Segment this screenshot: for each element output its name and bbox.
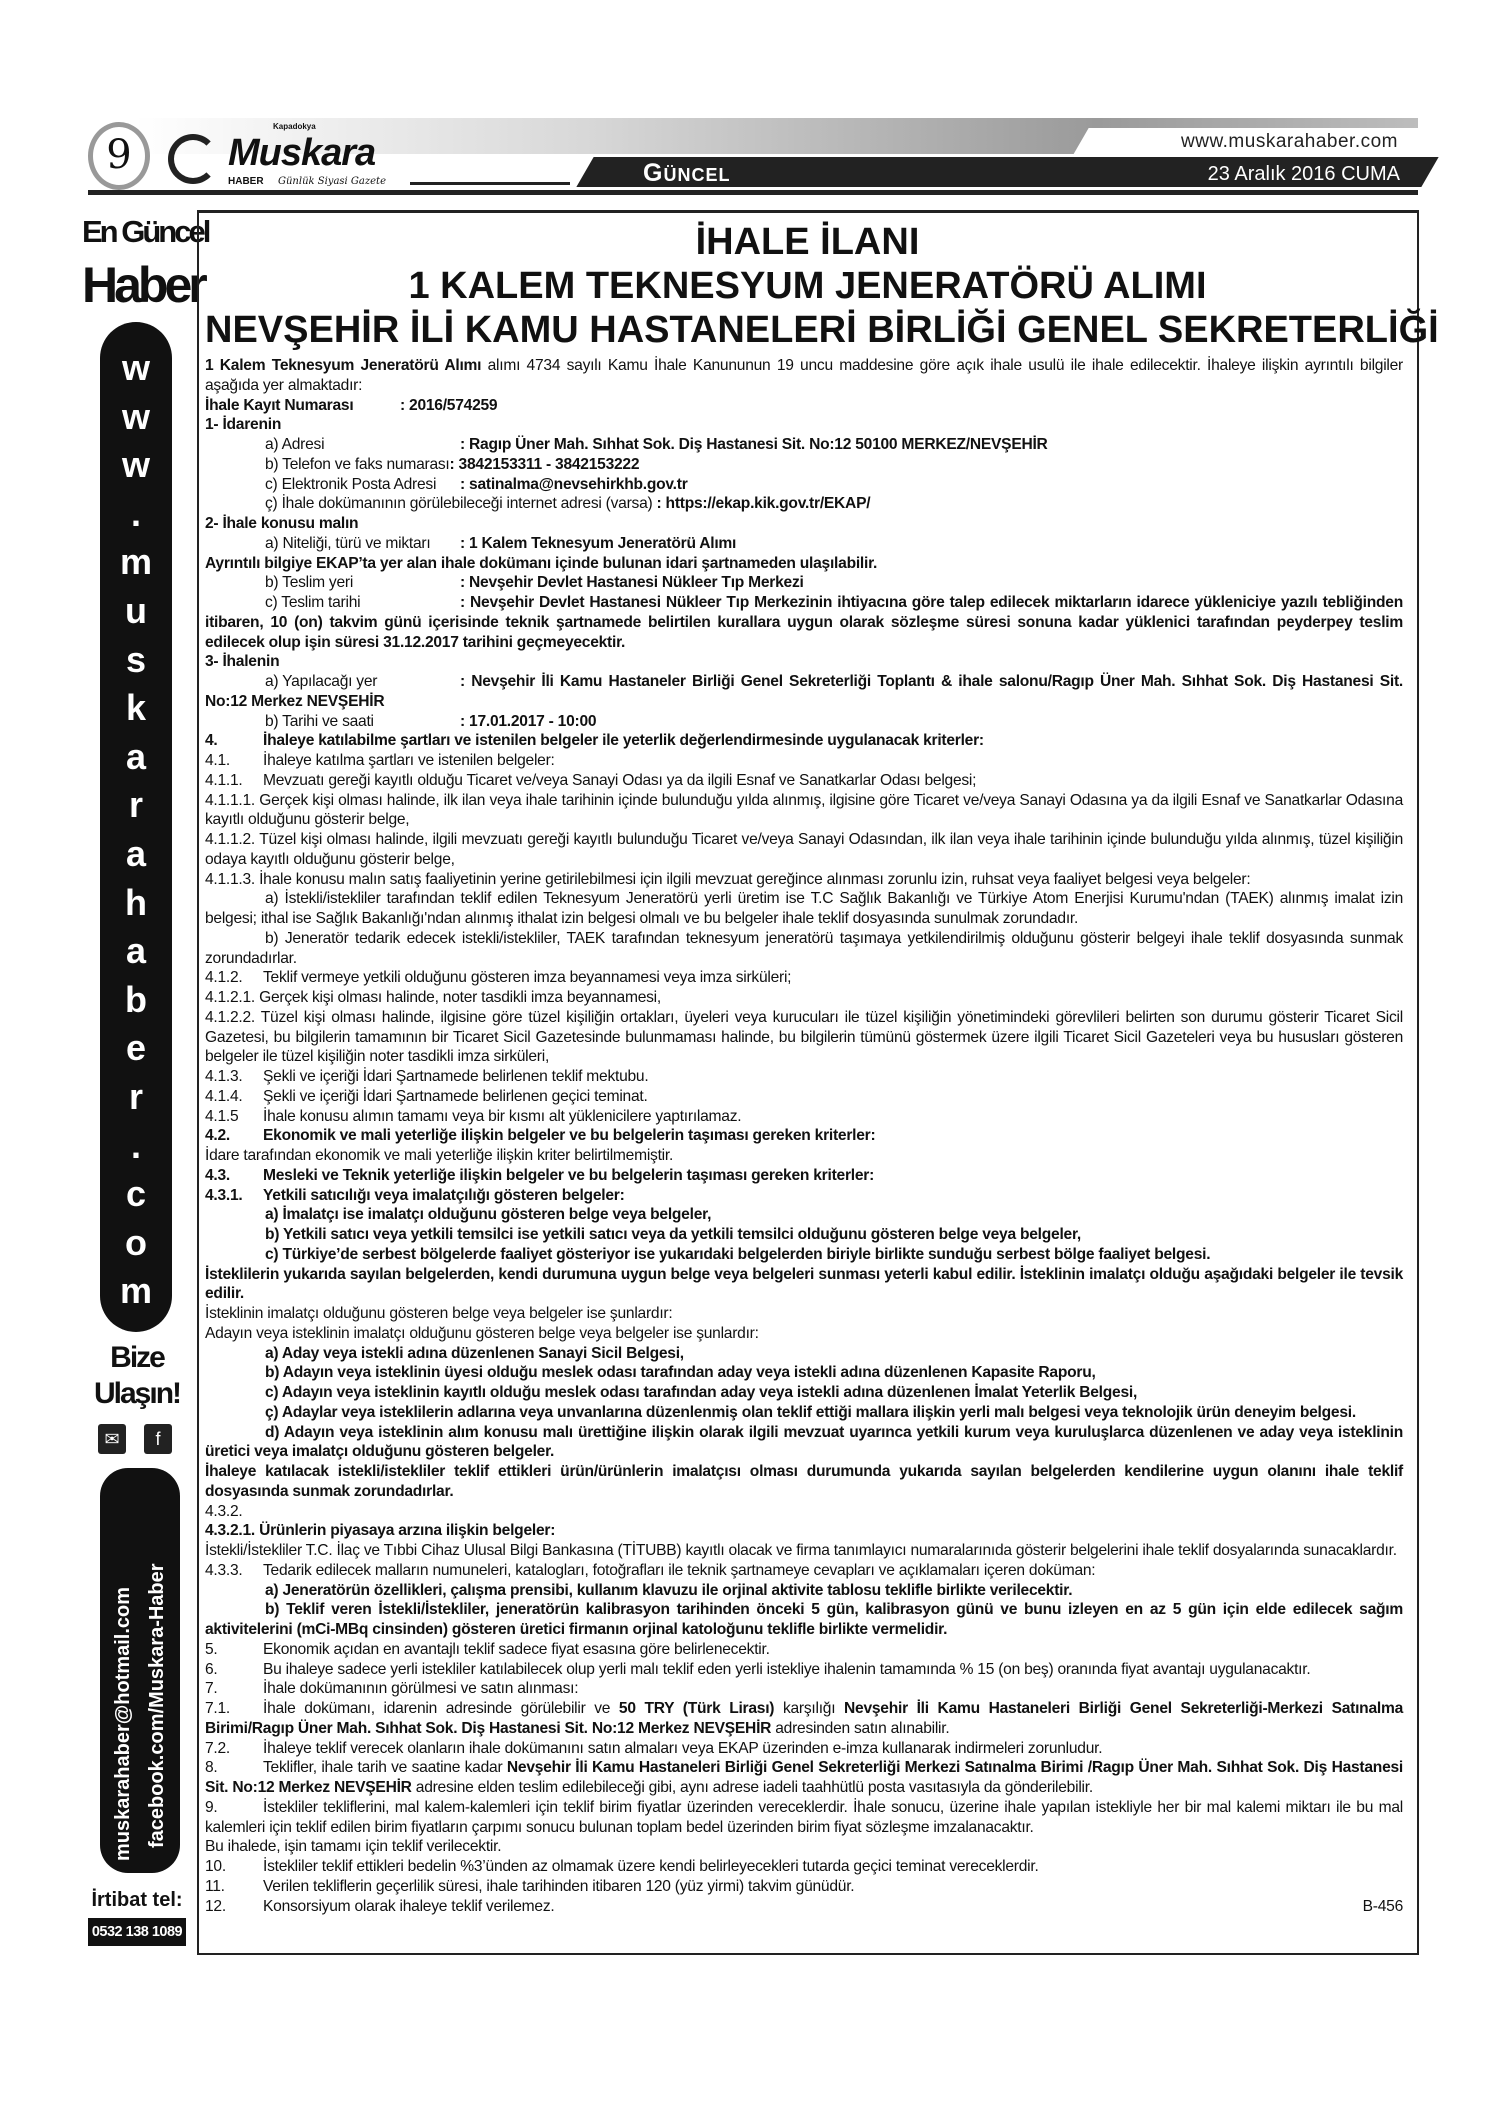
paragraph: [205, 929, 1403, 969]
field-label: a) Adresi: [265, 436, 325, 453]
paragraph: [205, 1541, 1403, 1561]
text-segment: b) Telefon ve faks numarası: [265, 455, 450, 473]
item-number: 4.1.1.: [205, 771, 243, 789]
title-line-2: 1 KALEM TEKNESYUM JENERATÖRÜ ALIMI: [408, 265, 1207, 307]
item-number: 7.: [205, 1680, 218, 1698]
paragraph: [205, 1758, 1403, 1798]
text-segment: İsteklilerin yukarıda sayılan belgelerden, kendi durumuna uygun belge veya belgeleri sunması yeterli kabul edilir. İsteklinin imalatçı olduğu aşağıdaki belgeler ile tevsik edilir.: [205, 1265, 1403, 1303]
field-label: a) Yapılacağı yer: [265, 673, 378, 690]
text-segment: 4.1.1.3. İhale konusu malın satış faaliyetinin yerine getirilebilmesi için ilgili mevzuat gereğince alınması zorunlu izin, ruhsat veya faaliyet belgesi veya belgeler:: [205, 870, 1251, 888]
item-number: 5.: [205, 1640, 218, 1658]
bize-text: Bize: [110, 1341, 164, 1374]
paragraph: [205, 573, 1403, 593]
paragraph: [205, 870, 1403, 890]
paragraph: [205, 652, 1403, 672]
paragraph: [205, 415, 1403, 435]
item-number: 12.: [205, 1897, 226, 1915]
paragraph: [205, 475, 1403, 495]
logo-top: Kapadokya: [273, 122, 316, 131]
paragraph: [205, 1837, 1403, 1857]
paragraph: [205, 554, 1403, 574]
issue-date: 23 Aralık 2016 CUMA: [1207, 163, 1400, 185]
text-segment: 4.1.1.2. Tüzel kişi olması halinde, ilgili mevzuatı gereği kayıtlı bulunduğu Ticaret ve/veya Sanayi Odasından, ilk ilan veya ihale tarihinin içinde bulunduğu yılda alınmış, tüzel kişiliğin odaya kayıtlı olduğunu gösterir belge,: [205, 831, 1403, 868]
paragraph: [205, 435, 1403, 455]
contact-icons: [98, 1424, 172, 1454]
text-segment: Ekonomik açıdan en avantajlı teklif sadece fiyat esasına göre belirlenecektir.: [263, 1640, 770, 1658]
item-number: 4.2.: [205, 1127, 231, 1145]
url-letter: b: [125, 978, 147, 1020]
text-segment: Nevşehir İli Kamu Hastaneleri Birliği Genel Sekreterliği Merkezi Satınalma Birimi /Ragıp Üner Mah. Sıhhat Sok. Diş Hastanesi Sit. No:12 Merkez NEVŞEHİR: [205, 1759, 1403, 1796]
item-number: 4.1.4.: [205, 1087, 243, 1105]
paragraph: [205, 731, 1403, 751]
item-number: 4.3.1.: [205, 1186, 243, 1204]
paragraph: [205, 1304, 1403, 1324]
url-letter: a: [125, 832, 147, 874]
text-segment: İhale dokümanının görülmesi ve satın alınması:: [263, 1680, 579, 1698]
field-label: c) Elektronik Posta Adresi: [265, 475, 437, 493]
paragraph: [205, 1897, 1403, 1917]
url-letter: s: [125, 638, 147, 680]
paragraph: [205, 1067, 1403, 1087]
paragraph: [205, 889, 1403, 929]
url-letter: e: [125, 1027, 147, 1069]
paragraph: [205, 1146, 1403, 1166]
paragraph: [205, 1265, 1403, 1305]
text-segment: karşılığı: [774, 1700, 845, 1717]
item-number: 4.1.5: [205, 1107, 239, 1125]
page-number: 9: [88, 122, 150, 190]
paragraph: [205, 672, 1403, 712]
field-label: b) Teslim yeri: [265, 574, 354, 592]
sidebar-url-pill: [100, 322, 172, 1332]
paragraph: [205, 771, 1403, 791]
paragraph: [205, 1363, 1403, 1383]
text-segment: Bu ihaleye sadece yerli istekliler katılabilecek olup yerli malı teklif eden yerli istekliye ihalenin tamamında % 15 (on beş) oranında fiyat avantajı uygulanacaktır.: [263, 1660, 1311, 1678]
text-segment: 50 TRY (Türk Lirası): [618, 1700, 775, 1717]
text-segment: İdare tarafından ekonomik ve mali yeterliğe ilişkin kriter belirtilmemiştir.: [205, 1147, 674, 1164]
paragraph: [205, 1324, 1403, 1344]
paragraph: [205, 791, 1403, 831]
text-segment: 1 Kalem Teknesyum Jeneratörü Alımı: [205, 357, 482, 374]
text-segment: c) Adayın veya isteklinin kayıtlı olduğu meslek odası tarafından aday veya istekli adına düzenlenen İmalat Yeterlik Belgesi,: [265, 1384, 1138, 1401]
item-number: 4.3.: [205, 1166, 231, 1184]
text-segment: : 17.01.2017 - 10:00: [460, 712, 597, 730]
item-number: 4.1.2.: [205, 969, 243, 987]
text-segment: : satinalma@nevsehirkhb.gov.tr: [460, 475, 688, 493]
text-segment: İhaleye katılabilme şartları ve istenilen belgeler ile yeterlik değerlendirmesinde uygulanacak kriterler:: [263, 732, 984, 750]
url-letter: r: [128, 1075, 143, 1117]
title-line-3: NEVŞEHİR İLİ KAMU HASTANELERİ BİRLİĞİ GENEL SEKRETERLİĞİ: [205, 309, 1439, 351]
text-segment: 2- İhale konusu malın: [205, 515, 359, 532]
paragraph: [205, 1561, 1403, 1581]
text-segment: İhale konusu alımın tamamı veya bir kısmı alt yüklenicilere yaptırılamaz.: [263, 1107, 742, 1125]
paragraph: [205, 1166, 1403, 1186]
item-number: 8.: [205, 1759, 218, 1777]
paragraph: [205, 1087, 1403, 1107]
text-segment: Mevzuatı gereği kayıtlı olduğu Ticaret ve/veya Sanayi Odası ya da ilgili Esnaf ve Sanatkarlar Odası belgesi;: [263, 771, 977, 789]
text-segment: b) Yetkili satıcı veya yetkili temsilci ise yetkili satıcı veya da yetkili temsilci olduğunu gösteren belge veya belgeler,: [265, 1226, 1081, 1243]
text-segment: İhale dokümanı, idarenin adresinde görülebilir ve: [263, 1700, 619, 1717]
text-segment: Nevşehir İli Kamu Hastaneleri Birliği Genel Sekreterliği-Merkezi Satınalma Birimi/Ragıp Üner Mah. Sıhhat Sok. Diş Hastanesi Sit. No:12 Merkez NEVŞEHİR: [205, 1700, 1404, 1737]
text-segment: : 1 Kalem Teknesyum Jeneratörü Alımı: [460, 534, 737, 552]
paragraph: [205, 1107, 1403, 1127]
text-segment: 4.3.2.: [205, 1502, 243, 1520]
text-segment: İstekliler tekliflerini, mal kalem-kalemleri için teklif birim fiyatlar üzerinden vereceklerdir. İhale sonucu, üzerine ihale yapılan istekliyle her bir mal kalemi miktarı ile bu mal kalemleri için teklif edilen birim fiyatların çarpımı sonucu bulunan toplam bedel üzerinden birim fiyat sözleşme imzalanacaktır.: [205, 1798, 1403, 1836]
paragraph: [205, 1205, 1403, 1225]
paragraph: [205, 1679, 1403, 1699]
paragraph: [205, 1423, 1403, 1463]
sidebar-haber: Haber: [82, 257, 204, 313]
contact-facebook: facebook.com/Muskara-Haber: [146, 1563, 168, 1848]
text-segment: 4.1.2.2. Tüzel kişi olması halinde, ilgisine göre tüzel kişiliğin ortakları, üyeleri veya kurucuları ile tüzel kişiliğin yönetimindeki görevlileri belirten son durumu gösterir Ticaret Sicil Gazetesi, bu bilgilerin tamamının bir Ticaret Sicil Gazetesinde bulunmaması halinde, bu bilgilerin tümünü göstermek üzere ilgili Ticaret Sicil Gazeteleri veya bu hususları gösteren belgeler ile tüzel kişiliğin noter tasdikli imza sirküleri,: [205, 1008, 1403, 1066]
text-segment: 3- İhalenin: [205, 653, 280, 671]
reference-code: B-456: [1362, 1897, 1403, 1915]
paragraph: [205, 1245, 1403, 1265]
item-number: 9.: [205, 1798, 218, 1816]
text-segment: : Nevşehir Devlet Hastanesi Nükleer Tıp Merkezi: [460, 574, 804, 592]
paragraph: [205, 1186, 1403, 1206]
logo-tagline: Günlük Siyasi Gazete: [278, 176, 386, 187]
contact-email: muskarahaber@hotmail.com: [112, 1586, 134, 1861]
paragraph: [205, 712, 1403, 732]
paragraph: [205, 1383, 1403, 1403]
url-letter: o: [125, 1221, 147, 1263]
text-segment: a) Jeneratörün özellikleri, çalışma prensibi, kullanım klavuzu ile orjinal aktivite tablosu teklifle birlikte verilecektir.: [265, 1581, 1073, 1599]
mail-icon: ✉: [98, 1424, 126, 1454]
field-label: b) Tarihi ve saati: [265, 712, 374, 730]
item-number: 7.2.: [205, 1739, 231, 1757]
paragraph: [205, 1581, 1403, 1601]
item-number: 11.: [205, 1877, 225, 1895]
url-letter: m: [119, 541, 152, 583]
paragraph: [205, 1403, 1403, 1423]
paragraph: [205, 988, 1403, 1008]
paragraph: [205, 1344, 1403, 1364]
sidebar-en-guncel: En Güncel: [82, 214, 209, 249]
text-segment: İhaleye teklif verecek olanların ihale dokümanını satın almaları veya EKAP üzerinden e-imza kullanarak indirmeleri zorunludur.: [263, 1739, 1103, 1757]
facebook-icon: f: [144, 1424, 172, 1454]
text-segment: Yetkili satıcılığı veya imalatçılığı gösteren belgeler:: [263, 1186, 625, 1204]
paragraph: [205, 1640, 1403, 1660]
text-segment: ç) Adaylar veya isteklilerin adlarına veya unvanlarına düzenlenmiş olan teklif ettiği mallara ilişkin yerli malı belgesi veya teknolojik ürün deneyim belgesi.: [265, 1403, 1356, 1421]
text-segment: : Nevşehir İli Kamu Hastaneler Birliği Genel Sekreterliği Toplantı & ihale salonu/Ragıp Üner Mah. Sıhhat Sok. Diş Hastanesi Sit. No:12 Merkez NEVŞEHİR: [205, 673, 1403, 710]
url-letter: a: [125, 735, 147, 777]
header-rule: [88, 190, 1418, 195]
paragraph: [205, 1008, 1403, 1067]
paragraph: [205, 830, 1403, 870]
text-segment: 1- İdarenin: [205, 416, 282, 434]
item-number: 4.1.: [205, 752, 231, 769]
text-segment: b) Teklif veren İstekli/İstekliler, jeneratörün kalibrasyon tarihinden önceki 5 gün, kalibrasyon günü ve bunu izleyen en az 5 gün için elde edilecek sağım aktivitelerini (mCi-MBq cinsinden) gösteren üretici firmanın orjinal katoloğunu teklifle birlikte vermelidir.: [205, 1601, 1403, 1638]
title-line-1: İHALE İLANI: [695, 221, 920, 263]
paragraph: [205, 1600, 1403, 1640]
website-url: www.muskarahaber.com: [1181, 131, 1398, 152]
url-letter: r: [128, 784, 143, 826]
paragraph: [205, 534, 1403, 554]
sidebar-contact-pill: [100, 1468, 180, 1873]
text-segment: Verilen tekliflerin geçerlilik süresi, ihale tarihinden itibaren 120 (yüz yirmi) takvim günüdür.: [263, 1877, 855, 1895]
ulasin-text: Ulaşın!: [93, 1377, 181, 1410]
text-segment: İsteklinin imalatçı olduğunu gösteren belge veya belgeler ise şunlardır:: [205, 1305, 673, 1322]
text-segment: Ekonomik ve mali yeterliğe ilişkin belgeler ve bu belgelerin taşıması gereken kriterler:: [263, 1127, 876, 1145]
url-letter: a: [125, 930, 147, 972]
newspaper-logo: [168, 122, 408, 190]
announcement-body: [205, 356, 1403, 1916]
paragraph: [205, 1225, 1403, 1245]
item-number: 4.1.3.: [205, 1068, 243, 1085]
text-segment: Teklifler, ihale tarih ve saatine kadar: [263, 1759, 507, 1777]
field-label: İhale Kayıt Numarası: [205, 396, 354, 414]
paragraph: [205, 1462, 1403, 1502]
text-segment: b) Adayın veya isteklinin üyesi olduğu meslek odası tarafından aday veya istekli adına düzenlenen Kapasite Raporu,: [265, 1364, 1096, 1382]
paragraph: [205, 968, 1403, 988]
field-label: c) Teslim tarihi: [265, 594, 361, 611]
logo-swirl-icon: [168, 134, 218, 184]
paragraph: [205, 1699, 1403, 1739]
text-segment: Bu ihalede, işin tamamı için teklif verilecektir.: [205, 1838, 502, 1856]
url-letter: c: [125, 1173, 147, 1215]
item-number: 4.3.3.: [205, 1561, 243, 1579]
paragraph: [205, 1739, 1403, 1759]
url-letter: k: [125, 687, 147, 729]
text-segment: İhaleye katılma şartları ve istenilen belgeler:: [263, 752, 555, 769]
text-segment: : 3842153311 - 3842153222: [449, 455, 640, 473]
text-segment: : https://ekap.kik.gov.tr/EKAP/: [656, 495, 871, 513]
url-letter: .: [130, 1124, 141, 1166]
text-segment: İhaleye katılacak istekli/istekliler teklif ettikleri ürün/ürünlerin imalatçısı olması durumunda yukarıda sayılan belgelerden kendilerine uygun olanını ihale teklif dosyasında sunmak zorundadırlar.: [205, 1463, 1403, 1500]
text-segment: İstekli/İstekliler T.C. İlaç ve Tıbbi Cihaz Ulusal Bilgi Bankasına (TİTUBB) kayıtlı olacak ve firma tanımlayıcı numaralarınıda gösterir belgelerini ihale teklif dosyalarında sunacaklardır.: [205, 1542, 1397, 1559]
text-segment: d) Adayın veya isteklinin alım konusu malı ürettiğine ilişkin olarak ilgili mevzuat uyarınca yetkili kurum veya kuruluşlarca düzenlenen ve aday veya isteklinin üretici veya imalatçı olduğunu gösteren belgeler.: [205, 1423, 1403, 1461]
paragraph: [205, 1502, 1403, 1522]
url-letter: w: [121, 347, 150, 388]
text-segment: Mesleki ve Teknik yeterliğe ilişkin belgeler ve bu belgelerin taşıması gereken kriterler:: [263, 1166, 875, 1184]
paragraph: [205, 1857, 1403, 1877]
paragraph: [205, 1660, 1403, 1680]
text-segment: alımı 4734 sayılı Kamu İhale Kanununun 19 uncu maddesine göre açık ihale usulü ile ihale edilecektir. İhaleye ilişkin ayrıntılı bilgiler aşağıda yer almaktadır:: [205, 357, 1403, 394]
contact-label: İrtibat tel:: [91, 1889, 183, 1911]
text-segment: Adayın veya isteklinin imalatçı olduğunu gösteren belge veya belgeler ise şunlardır:: [205, 1324, 759, 1342]
text-segment: adresine elden teslim edilebileceği gibi, aynı adrese iadeli taahhütlü posta vasıtasıyla da gönderilebilir.: [411, 1779, 1093, 1796]
paragraph: [205, 396, 1403, 416]
contact-phone: 0532 138 1089: [88, 1918, 186, 1946]
text-segment: Şekli ve içeriği İdari Şartnamede belirlenen teklif mektubu.: [263, 1068, 649, 1085]
paragraph: [205, 494, 1403, 514]
field-label: a) Niteliği, türü ve miktarı: [265, 534, 431, 552]
text-segment: Ayrıntılı bilgiye EKAP’ta yer alan ihale dokümanı içinde bulunan idari şartnameden ulaşılabilir.: [205, 554, 878, 572]
text-segment: : Ragıp Üner Mah. Sıhhat Sok. Diş Hastanesi Sit. No:12 50100 MERKEZ/NEVŞEHİR: [460, 436, 1048, 453]
text-segment: 4.1.1.1. Gerçek kişi olması halinde, ilk ilan veya ihale tarihinin içinde bulunduğu yılda alınmış, ilgisine göre Ticaret ve/veya Sanayi Odasına ya da ilgili Esnaf ve Sanatkarlar Odasına kayıtlı olduğunu gösterir belge,: [205, 791, 1403, 829]
paragraph: [205, 1798, 1403, 1838]
text-segment: 4.3.2.1. Ürünlerin piyasaya arzına ilişkin belgeler:: [205, 1522, 556, 1540]
sidebar-contact-heading: [82, 1340, 192, 1412]
paragraph: [205, 455, 1403, 475]
paragraph: [205, 1877, 1403, 1897]
url-letter: u: [125, 589, 147, 631]
item-number: 6.: [205, 1660, 218, 1678]
text-segment: 4.1.2.1. Gerçek kişi olması halinde, noter tasdikli imza beyannamesi,: [205, 989, 661, 1006]
text-segment: ç) İhale dokümanının görülebileceği internet adresi (varsa): [265, 495, 657, 513]
url-letter: .: [130, 492, 141, 534]
url-letter: h: [125, 881, 147, 923]
paragraph: [205, 1521, 1403, 1541]
logo-name: Muskara: [228, 132, 376, 174]
item-number: 10.: [205, 1858, 226, 1875]
text-segment: Konsorsiyum olarak ihaleye teklif verilemez.: [263, 1897, 555, 1915]
item-number: 7.1.: [205, 1700, 231, 1717]
text-segment: İstekliler teklif ettikleri bedelin %3’ünden az olmamak üzere kendi belirleyecekleri tutarda geçici teminat vereceklerdir.: [263, 1858, 1039, 1875]
text-segment: a) İstekli/istekliler tarafından teklif edilen Teknesyum Jeneratörü yerli üretim ise T.C Sağlık Bakanlığı ve Türkiye Atom Enerjisi Kurumu'ndan (TAEK) alınmış imalat izin belgesi; ithal ise Sağlık Bakanlığı'ndan alınmış ithalat izin belgesi olmalı ve bu belgeler ihale teklif dosyasında sunulmak zorundadır.: [205, 890, 1403, 927]
text-segment: c) Türkiye’de serbest bölgelerde faaliyet gösteriyor ise yukarıdaki belgelerden biriyle birlikte sunduğu serbest bölge faaliyet belgesi.: [265, 1245, 1211, 1263]
text-segment: a) İmalatçı ise imalatçı olduğunu gösteren belge veya belgeler,: [265, 1206, 712, 1224]
text-segment: Tedarik edilecek malların numuneleri, katalogları, fotoğrafları ile teknik şartnameye cevapları ve açıklamaları içeren doküman:: [263, 1561, 1096, 1579]
header-divider: [410, 182, 570, 185]
logo-sub: HABER: [228, 176, 264, 187]
paragraph: [205, 751, 1403, 771]
paragraph: [205, 1126, 1403, 1146]
url-letter: w: [121, 395, 150, 437]
paragraph: [205, 593, 1403, 652]
text-segment: : Nevşehir Devlet Hastanesi Nükleer Tıp Merkezinin ihtiyacına göre talep edilecek miktarların idarece yükleniciye yazılı tebliğinden itibaren, 10 (on) takvim günü içerisinde teknik şartnamede belirtilen kurallara uygun olarak sözleşme süresi sonuna kadar yüklenici tarafından peyderpey teslim edilecek olup işin süresi 31.12.2017 tarihini geçmeyecektir.: [205, 594, 1403, 651]
text-segment: b) Jeneratör tedarik edecek istekli/istekliler, TAEK tarafından teknesyum jeneratörü taşımaya yetkilendirilmiş olduğunu gösterir belgeyi ihale teklif dosyasında sunmak zorundadırlar.: [205, 929, 1403, 967]
section-title: Güncel: [643, 159, 731, 187]
text-segment: : 2016/574259: [400, 396, 498, 414]
announcement-title: [205, 220, 1439, 352]
item-number: 4.: [205, 732, 218, 750]
text-segment: a) Aday veya istekli adına düzenlenen Sanayi Sicil Belgesi,: [265, 1344, 684, 1362]
url-letter: w: [121, 444, 150, 486]
url-letter: m: [119, 1270, 152, 1312]
text-segment: adresinden satın alınabilir.: [771, 1719, 950, 1737]
text-segment: Şekli ve içeriği İdari Şartnamede belirlenen geçici teminat.: [263, 1087, 648, 1105]
paragraph: [205, 356, 1403, 396]
paragraph: [205, 514, 1403, 534]
text-segment: Teklif vermeye yetkili olduğunu gösteren imza beyannamesi veya imza sirküleri;: [263, 969, 792, 987]
